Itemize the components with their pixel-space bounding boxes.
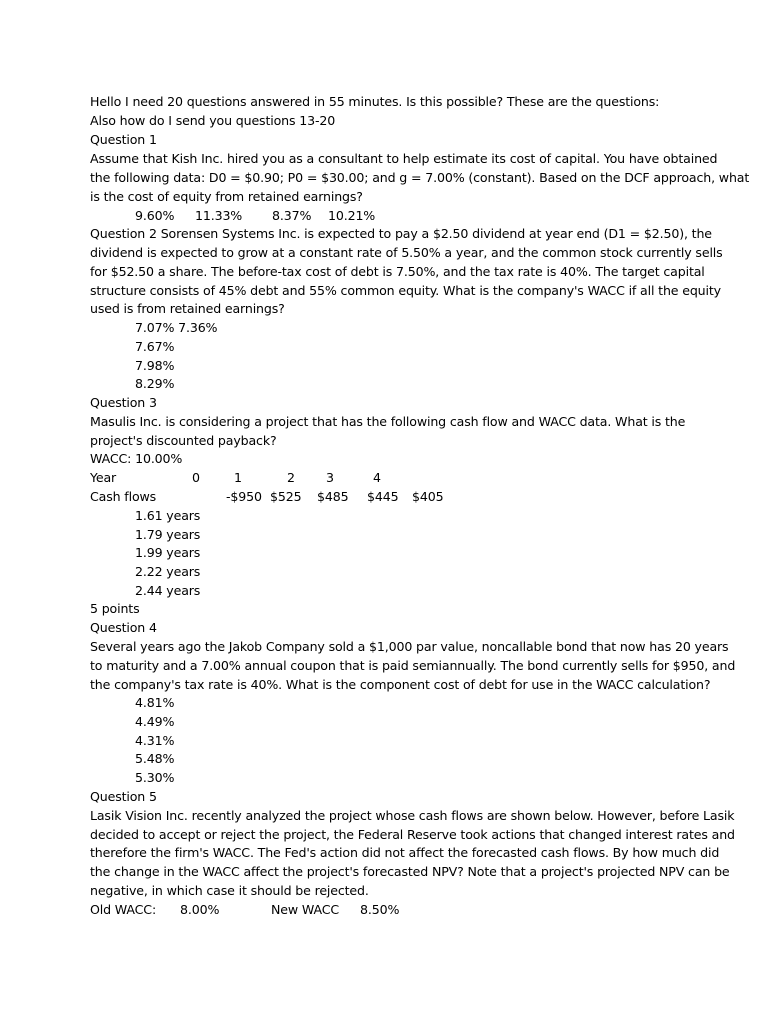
question-5-text-line: Lasik Vision Inc. recently analyzed the project whose cash flows are shown below. However, before Lasik xyxy=(90,808,735,823)
year-cell: 2 xyxy=(287,470,295,485)
question-1-text-line: is the cost of equity from retained earnings? xyxy=(90,189,363,204)
question-2-option: 7.07% 7.36% xyxy=(135,320,218,335)
question-4-option: 4.81% xyxy=(135,695,175,710)
question-2-text-line: Question 2 Sorensen Systems Inc. is expected to pay a $2.50 dividend at year end (D1 = $2.50), the xyxy=(90,226,712,241)
question-1-text-line: Assume that Kish Inc. hired you as a consultant to help estimate its cost of capital. You have obtained xyxy=(90,151,718,166)
question-1-option: 11.33% xyxy=(195,208,243,223)
question-3-title: Question 3 xyxy=(90,395,157,410)
question-2-text-line: used is from retained earnings? xyxy=(90,301,285,316)
cash-flow-cell: $485 xyxy=(317,489,349,504)
question-5-title: Question 5 xyxy=(90,789,157,804)
question-4-text-line: Several years ago the Jakob Company sold a $1,000 par value, noncallable bond that now has 20 years xyxy=(90,639,729,654)
year-cell: 0 xyxy=(192,470,200,485)
question-1-text-line: the following data: D0 = $0.90; P0 = $30.00; and g = 7.00% (constant). Based on the DCF approach, what xyxy=(90,170,750,185)
question-5-text-line: decided to accept or reject the project, the Federal Reserve took actions that changed interest rates and xyxy=(90,827,735,842)
question-3-option: 2.22 years xyxy=(135,564,201,579)
question-4-option: 4.49% xyxy=(135,714,175,729)
question-4-title: Question 4 xyxy=(90,620,157,635)
question-1-option: 10.21% xyxy=(328,208,376,223)
old-wacc-value: 8.00% xyxy=(180,902,220,917)
old-wacc-label: Old WACC: xyxy=(90,902,157,917)
year-cell: 1 xyxy=(234,470,242,485)
question-1-option: 9.60% xyxy=(135,208,175,223)
question-2-option: 7.98% xyxy=(135,358,175,373)
question-3-text-line: Masulis Inc. is considering a project that has the following cash flow and WACC data. What is the xyxy=(90,414,686,429)
question-4-option: 5.48% xyxy=(135,751,175,766)
year-row-label: Year xyxy=(90,470,117,485)
question-2-option: 8.29% xyxy=(135,376,175,391)
cash-flow-row-label: Cash flows xyxy=(90,489,157,504)
cash-flow-cell: $445 xyxy=(367,489,399,504)
new-wacc-label: New WACC xyxy=(271,902,340,917)
cash-flow-cell: $405 xyxy=(412,489,444,504)
question-1-title: Question 1 xyxy=(90,132,157,147)
question-2-text-line: structure consists of 45% debt and 55% common equity. What is the company's WACC if all the equity xyxy=(90,283,721,298)
question-2-text-line: dividend is expected to grow at a constant rate of 5.50% a year, and the common stock currently sells xyxy=(90,245,723,260)
question-2-text-line: for $52.50 a share. The before-tax cost of debt is 7.50%, and the tax rate is 40%. The target capital xyxy=(90,264,705,279)
year-cell: 4 xyxy=(373,470,381,485)
question-3-points: 5 points xyxy=(90,601,140,616)
cash-flow-cell: -$950 xyxy=(226,489,262,504)
question-3-text-line: project's discounted payback? xyxy=(90,433,277,448)
question-5-text-line: negative, in which case it should be rejected. xyxy=(90,883,369,898)
question-5-text-line: the change in the WACC affect the project's forecasted NPV? Note that a project's projected NPV can be xyxy=(90,864,730,879)
question-4-text-line: the company's tax rate is 40%. What is the component cost of debt for use in the WACC calculation? xyxy=(90,677,711,692)
question-1-option: 8.37% xyxy=(272,208,312,223)
question-5-text-line: therefore the firm's WACC. The Fed's action did not affect the forecasted cash flows. By how much did xyxy=(90,845,720,860)
question-3-wacc: WACC: 10.00% xyxy=(90,451,183,466)
question-4-option: 5.30% xyxy=(135,770,175,785)
question-3-option: 2.44 years xyxy=(135,583,201,598)
new-wacc-value: 8.50% xyxy=(360,902,400,917)
question-3-option: 1.79 years xyxy=(135,527,201,542)
question-2-option: 7.67% xyxy=(135,339,175,354)
question-3-option: 1.99 years xyxy=(135,545,201,560)
year-cell: 3 xyxy=(326,470,334,485)
question-3-option: 1.61 years xyxy=(135,508,201,523)
question-4-option: 4.31% xyxy=(135,733,175,748)
intro-line-2: Also how do I send you questions 13-20 xyxy=(90,113,336,128)
intro-line-1: Hello I need 20 questions answered in 55 minutes. Is this possible? These are the questions: xyxy=(90,94,660,109)
question-4-text-line: to maturity and a 7.00% annual coupon that is paid semiannually. The bond currently sells for $950, and xyxy=(90,658,736,673)
cash-flow-cell: $525 xyxy=(270,489,302,504)
